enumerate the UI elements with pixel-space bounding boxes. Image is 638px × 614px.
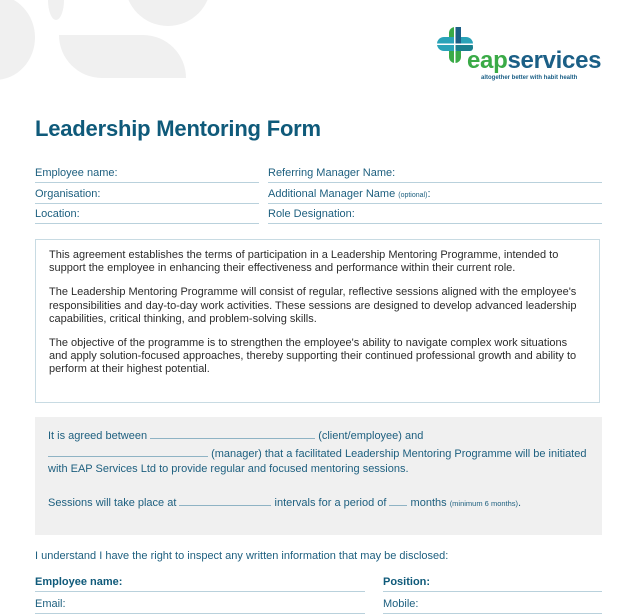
field-label: Employee name: xyxy=(35,167,118,179)
field-label: Mobile: xyxy=(383,598,419,610)
optional-note: (optional) xyxy=(398,192,428,199)
field-label: Employee name: xyxy=(35,576,123,588)
agreement-line-2 xyxy=(48,447,589,477)
field-label: Role Designation: xyxy=(268,208,355,220)
period-blank[interactable] xyxy=(389,496,407,506)
field-label: Email: xyxy=(35,598,66,610)
location-field[interactable] xyxy=(35,208,259,224)
organisation-field[interactable] xyxy=(35,188,259,204)
logo-text-services: services xyxy=(507,47,602,74)
agreement-text: (client/employee) and xyxy=(318,430,424,442)
signoff-employee-name-field[interactable] xyxy=(35,576,365,592)
field-label-suffix: : xyxy=(427,188,431,200)
role-designation-field[interactable] xyxy=(268,208,602,224)
sessions-end: . xyxy=(518,497,522,509)
logo-wordmark xyxy=(467,48,601,74)
decorative-half-circle xyxy=(125,0,211,26)
decorative-circle xyxy=(0,0,35,80)
decorative-shape xyxy=(59,35,186,78)
sessions-line xyxy=(48,496,589,511)
info-paragraph: The Leadership Mentoring Programme will consist of regular, reflective sessions aligned with the employee's responsibilities and day-to-day work activities. These sessions are designed to develop advanced leadership capabilities, critical thinking, and problem-solving skills. xyxy=(49,286,577,325)
signoff-mobile-field[interactable] xyxy=(383,598,602,614)
agreement-text: (manager) that a facilitated Leadership Mentoring Programme will be initiated with EAP Services Ltd to provide regular and focused mentoring sessions. xyxy=(48,448,587,475)
client-employee-blank[interactable] xyxy=(150,429,315,439)
sessions-text: Sessions will take place at xyxy=(48,497,177,509)
decorative-shape xyxy=(48,0,64,20)
info-paragraph: The objective of the programme is to strengthen the employee's ability to navigate complex work situations and apply solution-focused approaches, thereby supporting their continued professional growth and ability to perform at their highest potential. xyxy=(49,337,577,376)
agreement-section xyxy=(35,417,602,535)
understand-statement: I understand I have the right to inspect any written information that may be disclosed: xyxy=(35,550,449,562)
agreement-line-1 xyxy=(48,429,589,444)
signoff-email-field[interactable] xyxy=(35,598,365,614)
additional-manager-field[interactable] xyxy=(268,188,602,204)
referring-manager-field[interactable] xyxy=(268,167,602,183)
minimum-note: (minimum 6 months) xyxy=(449,499,519,508)
field-label: Referring Manager Name: xyxy=(268,167,396,179)
field-label: Organisation: xyxy=(35,188,101,200)
field-label: Location: xyxy=(35,208,80,220)
signoff-position-field[interactable] xyxy=(383,576,602,592)
logo-tagline: altogether better with habit health xyxy=(481,75,578,81)
sessions-text: months xyxy=(410,497,447,509)
field-label: Position: xyxy=(383,576,431,588)
agreement-text: It is agreed between xyxy=(48,430,148,442)
agreement-info-box xyxy=(35,239,600,403)
info-paragraph: This agreement establishes the terms of participation in a Leadership Mentoring Programme, intended to support the employee in enhancing their effectiveness and performance within their current role. xyxy=(49,249,559,275)
manager-blank[interactable] xyxy=(48,447,208,457)
logo-text-eap: eap xyxy=(467,47,508,74)
page-title: Leadership Mentoring Form xyxy=(35,116,321,141)
field-label: Additional Manager Name xyxy=(268,188,396,200)
employee-name-field[interactable] xyxy=(35,167,259,183)
sessions-text: intervals for a period of xyxy=(274,497,387,509)
interval-blank[interactable] xyxy=(179,496,271,506)
